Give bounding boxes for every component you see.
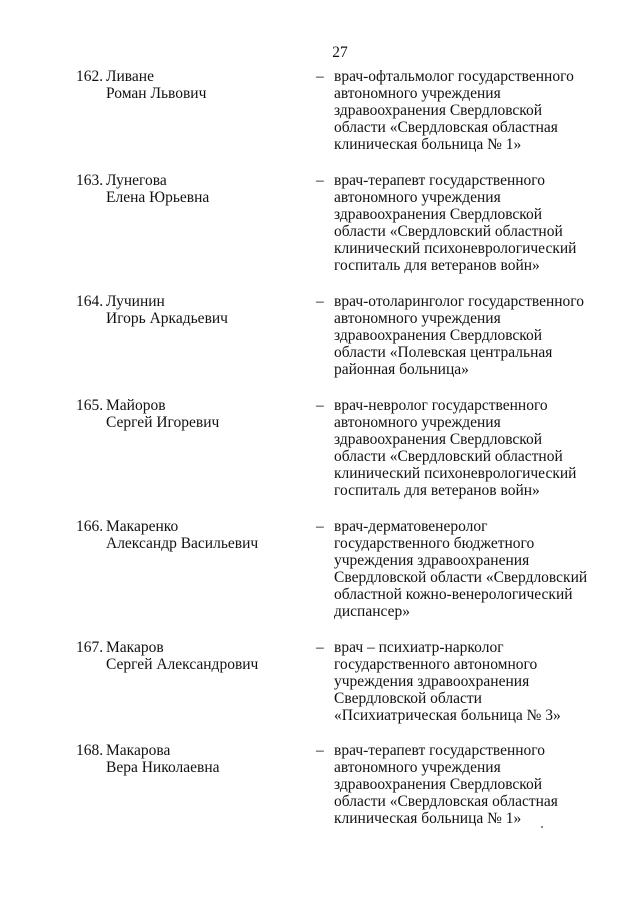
entry-surname: Макарова [106,742,171,759]
entry-description: врач-офтальмолог государственного автономного учреждения здравоохранения Свердловской области «Свердловская областная клиническая больница № 1» [334,68,574,153]
scan-speck [541,826,543,828]
entry-number: 168. [76,742,104,759]
entry-number: 165. [76,397,104,414]
entry-dash: – [316,742,324,759]
entry-dash: – [316,639,324,656]
entry-given-name: Елена Юрьевна [106,189,210,206]
entry-surname: Макаров [106,639,164,656]
entry-surname: Лучинин [106,293,165,310]
entry-description: врач-дерматовенеролог государственного бюджетного учреждения здравоохранения Свердловской области «Свердловский областной кожно-венерологический диспансер» [334,518,588,620]
entry-surname: Лунегова [106,172,167,189]
entry-number: 163. [76,172,104,189]
entry-surname: Ливане [106,68,154,85]
entry-dash: – [316,397,324,414]
entry-given-name: Александр Васильевич [106,535,259,552]
entry-given-name: Вера Николаевна [106,759,220,776]
entry-given-name: Сергей Александрович [106,656,259,673]
entry-description: врач-отоларинголог государственного автономного учреждения здравоохранения Свердловской области «Полевская центральная районная больница» [334,293,585,378]
entry-surname: Макаренко [106,518,179,535]
entry-description: врач-терапевт государственного автономного учреждения здравоохранения Свердловской области «Свердловский областной клинический психоневрологический госпиталь для ветеранов войн» [334,172,577,274]
entry-surname: Майоров [106,397,166,414]
entry-given-name: Игорь Аркадьевич [106,310,228,327]
entry-given-name: Роман Львович [106,85,207,102]
entry-description: врач-терапевт государственного автономного учреждения здравоохранения Свердловской области «Свердловская областная клиническая больница № 1» [334,742,558,827]
page-number: 27 [332,44,348,61]
entry-number: 162. [76,68,104,85]
entry-number: 164. [76,293,104,310]
entry-dash: – [316,293,324,310]
entry-description: врач-невролог государственного автономного учреждения здравоохранения Свердловской области «Свердловский областной клинический психоневрологический госпиталь для ветеранов войн» [334,397,577,499]
entry-number: 166. [76,518,104,535]
entry-dash: – [316,518,324,535]
entry-dash: – [316,68,324,85]
entry-number: 167. [76,639,104,656]
entry-description: врач – психиатр-нарколог государственного автономного учреждения здравоохранения Свердловской области «Психиатрическая больница № 3» [334,639,561,724]
entry-dash: – [316,172,324,189]
entry-given-name: Сергей Игоревич [106,414,220,431]
